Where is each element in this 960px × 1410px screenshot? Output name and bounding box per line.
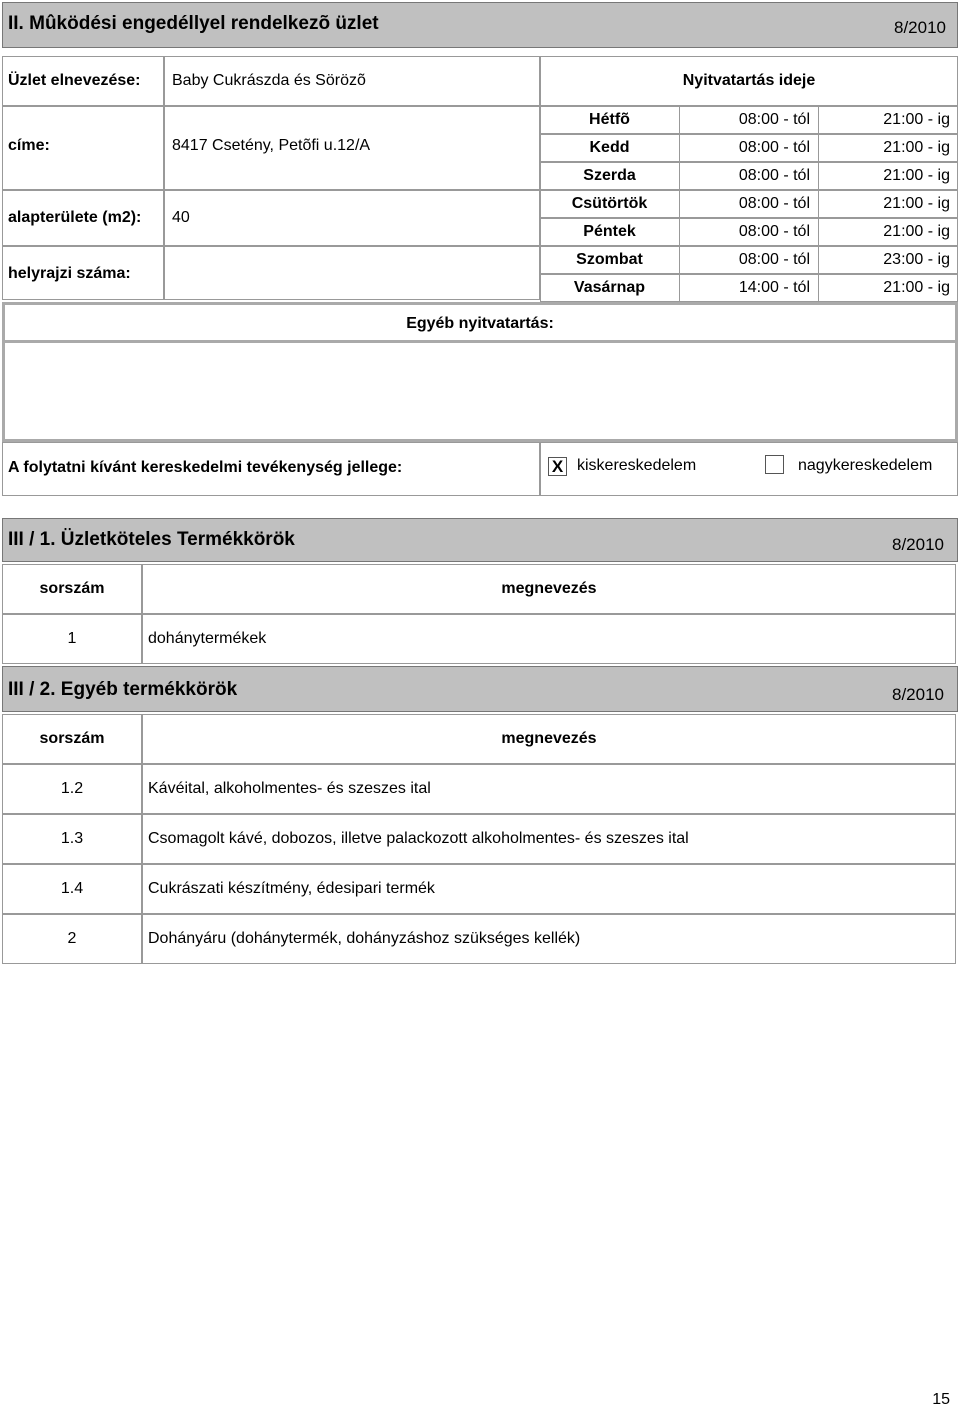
- hours-day: Péntek: [583, 223, 636, 240]
- hours-to: 21:00 - ig: [883, 223, 950, 240]
- retail-checkbox[interactable]: X: [548, 457, 567, 476]
- row-number: 1.4: [60, 880, 84, 897]
- row-name: Kávéital, alkoholmentes- és szeszes ital: [148, 780, 431, 797]
- hours-to: 21:00 - ig: [883, 167, 950, 184]
- address-label: címe:: [8, 137, 50, 154]
- s31-col-num: sorszám: [39, 580, 105, 597]
- row-name: dohánytermékek: [148, 630, 267, 647]
- hours-day: Hétfõ: [589, 111, 630, 128]
- hours-to: 21:00 - ig: [883, 139, 950, 156]
- section-3-2-title: III / 2. Egyéb termékkörök: [8, 679, 238, 700]
- row-number: 1: [67, 630, 77, 647]
- page-number: 15: [932, 1391, 950, 1408]
- s32-col-name: megnevezés: [501, 730, 597, 747]
- s31-col-name: megnevezés: [501, 580, 597, 597]
- activity-label: A folytatni kívánt kereskedelmi tevékenység jellege:: [8, 459, 403, 476]
- hours-to: 21:00 - ig: [883, 111, 950, 128]
- row-number: 1.2: [60, 780, 84, 797]
- hours-from: 08:00 - tól: [738, 111, 810, 128]
- plot-value-cell: [164, 246, 540, 300]
- other-hours-divider: [5, 340, 955, 343]
- shop-name-label: Üzlet elnevezése:: [8, 72, 141, 89]
- hours-day: Szerda: [583, 167, 636, 184]
- retail-label: kiskereskedelem: [577, 457, 697, 474]
- section-2-code: 8/2010: [894, 18, 946, 37]
- shop-name-value: Baby Cukrászda és Sörözõ: [172, 72, 366, 89]
- s32-col-num: sorszám: [39, 730, 105, 747]
- row-name: Cukrászati készítmény, édesipari termék: [148, 880, 435, 897]
- hours-day: Szombat: [576, 251, 643, 268]
- hours-to: 23:00 - ig: [883, 251, 950, 268]
- row-number: 1.3: [60, 830, 84, 847]
- hours-title: Nyitvatartás ideje: [682, 72, 816, 89]
- section-3-1-title: III / 1. Üzletköteles Termékkörök: [8, 529, 295, 550]
- hours-to: 21:00 - ig: [883, 279, 950, 296]
- row-number: 2: [67, 930, 77, 947]
- hours-from: 14:00 - tól: [738, 279, 810, 296]
- wholesale-label: nagykereskedelem: [798, 457, 933, 474]
- area-label: alapterülete (m2):: [8, 209, 142, 226]
- hours-to: 21:00 - ig: [883, 195, 950, 212]
- section-3-2-code: 8/2010: [892, 685, 944, 704]
- hours-day: Kedd: [589, 139, 630, 156]
- row-name: Dohányáru (dohánytermék, dohányzáshoz szükséges kellék): [148, 930, 581, 947]
- hours-from: 08:00 - tól: [738, 195, 810, 212]
- section-2-title: II. Mûködési engedéllyel rendelkezõ üzlet: [8, 13, 379, 34]
- row-name: Csomagolt kávé, dobozos, illetve palackozott alkoholmentes- és szeszes ital: [148, 830, 689, 847]
- plot-label: helyrajzi száma:: [8, 265, 131, 282]
- section-3-1-code: 8/2010: [892, 535, 944, 554]
- area-value: 40: [172, 209, 190, 226]
- hours-from: 08:00 - tól: [738, 223, 810, 240]
- hours-day: Csütörtök: [571, 195, 648, 212]
- other-hours-label: Egyéb nyitvatartás:: [406, 315, 554, 332]
- hours-from: 08:00 - tól: [738, 251, 810, 268]
- hours-from: 08:00 - tól: [738, 139, 810, 156]
- address-value: 8417 Csetény, Petõfi u.12/A: [172, 137, 371, 154]
- wholesale-checkbox[interactable]: [765, 455, 784, 474]
- hours-from: 08:00 - tól: [738, 167, 810, 184]
- area-value-cell: [164, 190, 540, 246]
- hours-day: Vasárnap: [573, 279, 646, 296]
